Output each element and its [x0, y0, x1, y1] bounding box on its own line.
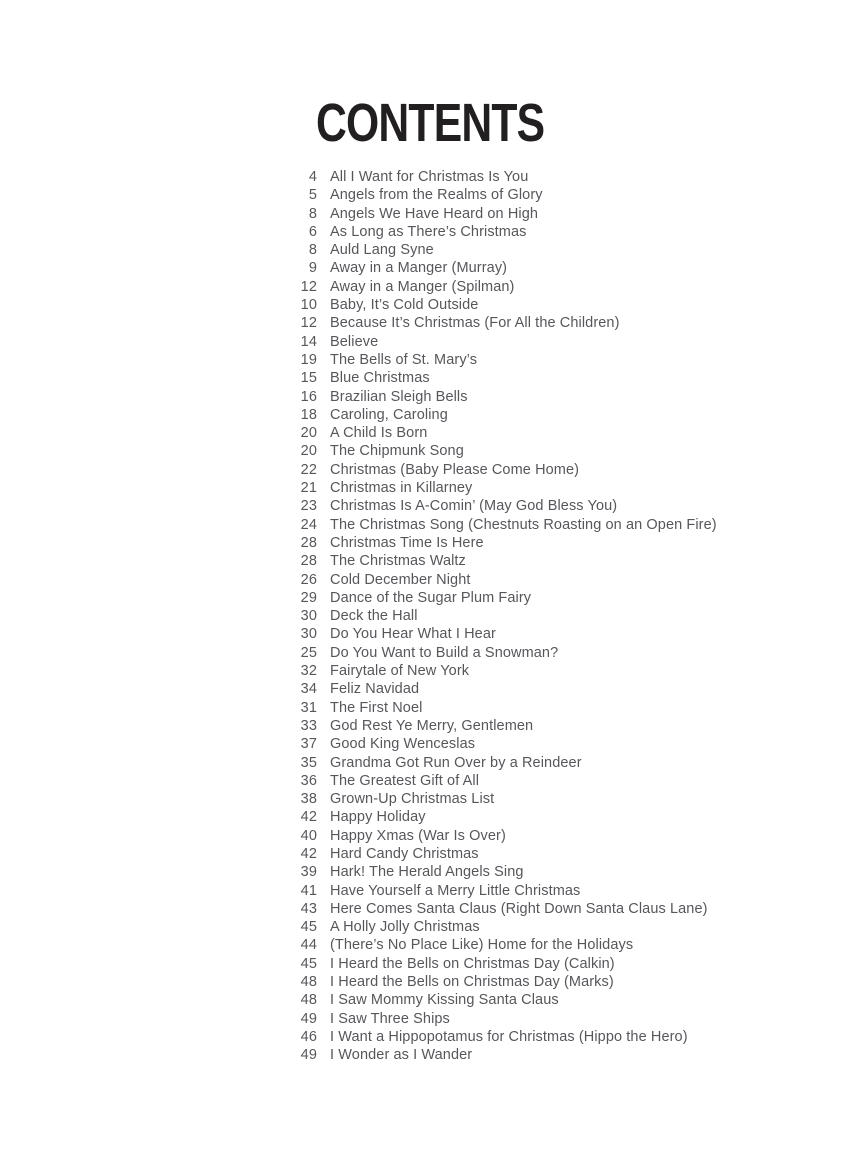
toc-song-title: I Want a Hippopotamus for Christmas (Hippo the Hero) — [330, 1028, 688, 1045]
toc-song-title: Christmas in Killarney — [330, 480, 473, 497]
toc-song-title: Grown-Up Christmas List — [330, 791, 495, 808]
toc-entry — [280, 755, 717, 773]
toc-page-number: 23 — [300, 498, 317, 515]
toc-page-number: 45 — [300, 919, 317, 936]
toc-song-title: Christmas Time Is Here — [330, 534, 484, 551]
toc-song-title: Fairytale of New York — [330, 663, 470, 680]
toc-page-number: 15 — [300, 370, 317, 387]
toc-song-title: All I Want for Christmas Is You — [330, 169, 529, 185]
toc-entry — [280, 334, 717, 352]
toc-entry — [280, 864, 717, 882]
toc-song-title: Do You Want to Build a Snowman? — [330, 644, 559, 661]
toc-entry — [280, 1047, 717, 1065]
toc-page-number: 28 — [300, 534, 317, 551]
toc-page-number: 12 — [300, 315, 317, 332]
toc-song-title: Brazilian Sleigh Bells — [330, 388, 468, 405]
toc-page-number: 49 — [300, 1047, 317, 1064]
toc-entry — [280, 608, 717, 626]
toc-entry — [280, 517, 717, 535]
toc-entry — [280, 974, 717, 992]
toc-page-number: 46 — [300, 1028, 317, 1045]
toc-song-title: Blue Christmas — [330, 370, 430, 387]
toc-entry — [280, 590, 717, 608]
toc-song-title: Feliz Navidad — [330, 681, 420, 698]
toc-entry — [280, 809, 717, 827]
toc-entry — [280, 297, 717, 315]
toc-song-title: The Greatest Gift of All — [330, 772, 480, 789]
toc-page-number: 5 — [308, 187, 317, 204]
toc-entry — [280, 828, 717, 846]
toc-page-number: 10 — [300, 297, 317, 314]
toc-song-title: I Heard the Bells on Christmas Day (Calkin) — [330, 955, 615, 972]
toc-page-number: 48 — [300, 992, 317, 1009]
toc-song-title: The Christmas Waltz — [330, 553, 466, 570]
toc-song-title: Believe — [330, 333, 379, 350]
toc-page-number: 30 — [300, 626, 317, 643]
toc-song-title: Dance of the Sugar Plum Fairy — [330, 589, 532, 606]
toc-entry — [280, 919, 717, 937]
toc-entry — [280, 242, 717, 260]
toc-entry — [280, 443, 717, 461]
toc-song-title: Baby, It’s Cold Outside — [330, 297, 479, 314]
toc-entry — [280, 572, 717, 590]
toc-song-title: I Wonder as I Wander — [330, 1047, 473, 1064]
toc-list — [280, 169, 717, 1066]
toc-entry — [280, 700, 717, 718]
toc-entry — [280, 791, 717, 809]
toc-song-title: Happy Xmas (War Is Over) — [330, 827, 506, 844]
toc-page-number: 20 — [300, 425, 317, 442]
toc-entry — [280, 315, 717, 333]
toc-song-title: The Christmas Song (Chestnuts Roasting on an Open Fire) — [330, 516, 717, 533]
toc-entry — [280, 663, 717, 681]
toc-entry — [280, 901, 717, 919]
toc-page-number: 41 — [300, 882, 317, 899]
page-title: CONTENTS — [316, 93, 545, 153]
toc-page-number: 30 — [300, 608, 317, 625]
toc-page-number: 16 — [300, 388, 317, 405]
toc-entry — [280, 260, 717, 278]
toc-song-title: Hark! The Herald Angels Sing — [330, 864, 524, 881]
toc-entry — [280, 279, 717, 297]
toc-page-number: 20 — [300, 443, 317, 460]
toc-page-number: 28 — [300, 553, 317, 570]
toc-page-number: 26 — [300, 571, 317, 588]
toc-entry — [280, 883, 717, 901]
toc-page-number: 18 — [300, 406, 317, 423]
toc-song-title: As Long as There’s Christmas — [330, 223, 527, 240]
toc-song-title: Away in a Manger (Murray) — [330, 260, 508, 277]
toc-song-title: A Child Is Born — [330, 425, 428, 442]
toc-entry — [280, 773, 717, 791]
toc-page-number: 4 — [308, 169, 317, 185]
toc-page-number: 29 — [300, 589, 317, 606]
toc-entry — [280, 553, 717, 571]
toc-song-title: Happy Holiday — [330, 809, 426, 826]
toc-page-number: 45 — [300, 955, 317, 972]
toc-page-number: 32 — [300, 663, 317, 680]
toc-song-title: (There’s No Place Like) Home for the Holidays — [330, 937, 634, 954]
toc-song-title: Cold December Night — [330, 571, 471, 588]
toc-page-number: 8 — [308, 205, 317, 222]
toc-page-number: 39 — [300, 864, 317, 881]
toc-page-number: 36 — [300, 772, 317, 789]
toc-entry — [280, 626, 717, 644]
toc-page-number: 19 — [300, 351, 317, 368]
toc-entry — [280, 681, 717, 699]
toc-song-title: Christmas (Baby Please Come Home) — [330, 461, 580, 478]
toc-page-number: 14 — [300, 333, 317, 350]
toc-song-title: Hard Candy Christmas — [330, 845, 479, 862]
toc-song-title: Do You Hear What I Hear — [330, 626, 496, 643]
toc-entry — [280, 1029, 717, 1047]
toc-page-number: 49 — [300, 1010, 317, 1027]
toc-entry — [280, 992, 717, 1010]
toc-page-number: 42 — [300, 845, 317, 862]
toc-song-title: Grandma Got Run Over by a Reindeer — [330, 754, 582, 771]
toc-page-number: 33 — [300, 717, 317, 734]
toc-page-number: 25 — [300, 644, 317, 661]
toc-page-number: 8 — [308, 242, 317, 259]
toc-song-title: Angels from the Realms of Glory — [330, 187, 543, 204]
toc-song-title: Caroling, Caroling — [330, 406, 448, 423]
toc-entry — [280, 206, 717, 224]
toc-entry — [280, 187, 717, 205]
toc-entry — [280, 480, 717, 498]
toc-page-number: 42 — [300, 809, 317, 826]
toc-entry — [280, 937, 717, 955]
toc-song-title: The First Noel — [330, 699, 423, 716]
toc-song-title: Have Yourself a Merry Little Christmas — [330, 882, 581, 899]
toc-song-title: I Heard the Bells on Christmas Day (Marks) — [330, 974, 614, 991]
toc-page-number: 48 — [300, 974, 317, 991]
toc-entry — [280, 425, 717, 443]
toc-entry — [280, 846, 717, 864]
toc-page-number: 40 — [300, 827, 317, 844]
toc-entry — [280, 224, 717, 242]
toc-entry — [280, 718, 717, 736]
toc-page-number: 6 — [308, 223, 317, 240]
toc-entry — [280, 736, 717, 754]
toc-page-number: 38 — [300, 791, 317, 808]
toc-entry — [280, 498, 717, 516]
toc-song-title: A Holly Jolly Christmas — [330, 919, 480, 936]
toc-entry — [280, 407, 717, 425]
toc-song-title: Angels We Have Heard on High — [330, 205, 539, 222]
toc-entry — [280, 1011, 717, 1029]
toc-page-number: 37 — [300, 736, 317, 753]
toc-entry — [280, 370, 717, 388]
toc-song-title: God Rest Ye Merry, Gentlemen — [330, 717, 534, 734]
toc-page-number: 44 — [300, 937, 317, 954]
toc-page-number: 24 — [300, 516, 317, 533]
toc-page-number: 21 — [300, 480, 317, 497]
toc-page-number: 9 — [308, 260, 317, 277]
toc-song-title: Good King Wenceslas — [330, 736, 476, 753]
toc-song-title: I Saw Mommy Kissing Santa Claus — [330, 992, 559, 1009]
toc-entry — [280, 352, 717, 370]
toc-entry — [280, 462, 717, 480]
toc-song-title: Deck the Hall — [330, 608, 418, 625]
toc-page-number: 35 — [300, 754, 317, 771]
toc-page-number: 12 — [300, 278, 317, 295]
toc-song-title: The Bells of St. Mary’s — [330, 351, 478, 368]
toc-page-number: 31 — [300, 699, 317, 716]
toc-page-number: 43 — [300, 900, 317, 917]
toc-song-title: Because It’s Christmas (For All the Children) — [330, 315, 620, 332]
toc-song-title: Here Comes Santa Claus (Right Down Santa Claus Lane) — [330, 900, 708, 917]
toc-song-title: Away in a Manger (Spilman) — [330, 278, 515, 295]
toc-entry — [280, 535, 717, 553]
toc-song-title: The Chipmunk Song — [330, 443, 464, 460]
toc-entry — [280, 645, 717, 663]
toc-page-number: 22 — [300, 461, 317, 478]
toc-song-title: Christmas Is A-Comin’ (May God Bless You) — [330, 498, 618, 515]
toc-entry — [280, 956, 717, 974]
toc-entry — [280, 389, 717, 407]
toc-entry — [280, 169, 717, 187]
toc-song-title: Auld Lang Syne — [330, 242, 434, 259]
toc-page-number: 34 — [300, 681, 317, 698]
toc-song-title: I Saw Three Ships — [330, 1010, 450, 1027]
